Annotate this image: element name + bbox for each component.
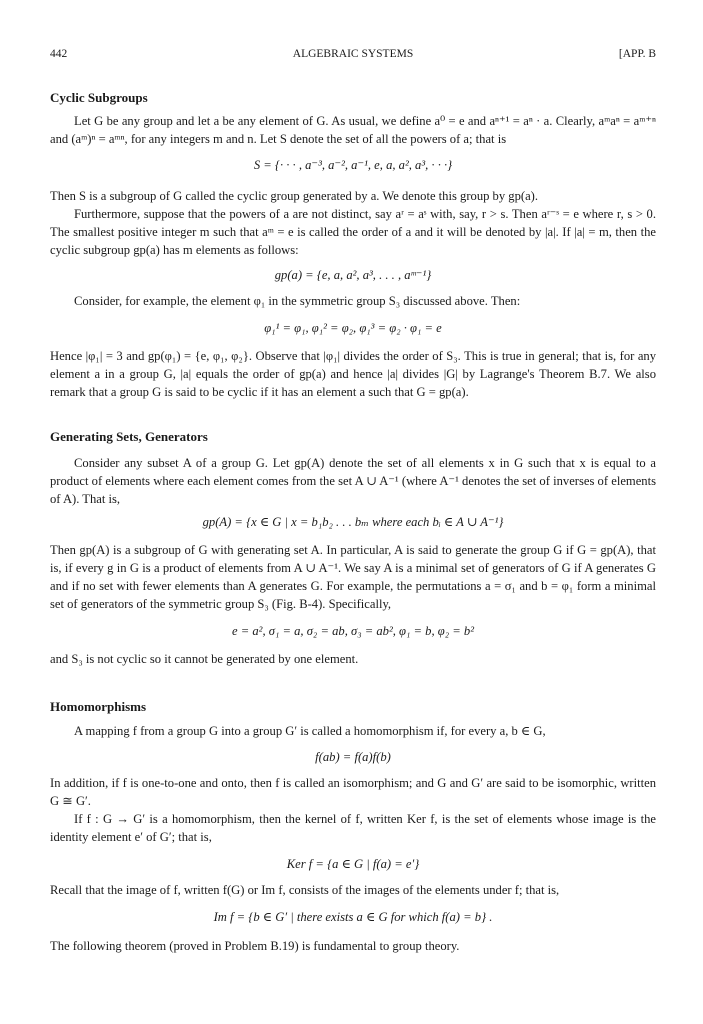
running-title: ALGEBRAIC SYSTEMS [292,48,414,60]
heading-cyclic-subgroups: Cyclic Subgroups [50,90,148,105]
equation: S = {· · · , a⁻³, a⁻², a⁻¹, e, a, a², a³, · · ·} [253,158,453,172]
paragraph: Then S is a subgroup of G called the cyclic group generated by a. We denote this group by gp(a). [50,189,539,203]
paragraph: Consider any subset A of a group G. Let gp(A) denote the set of all elements x in G such that x is equal to a product of elements where each element comes from the set A ∪ A⁻¹ (where A⁻¹ denotes the set of inverses of elements of A). That is, [50,456,656,506]
equation: f(ab) = f(a)f(b) [315,750,391,764]
page-number: 442 [50,48,68,60]
paragraph: Hence |φ₁| = 3 and gp(φ₁) = {e, φ₁, φ₂}. Observe that |φ₁| divides the order of S₃. This is true in general; that is, for any element a in a group G, |a| equals the order of gp(a) and hence |a| divides |G| by Lagrange's Theorem B.7. We also remark that a group G is said to be cyclic if it has an element a such that G = gp(a). [50,349,656,399]
equation: gp(A) = {x ∈ G | x = b₁b₂ . . . bₘ where each bᵢ ∈ A ∪ A⁻¹} [202,515,504,529]
section-label: [APP. B [618,48,656,60]
paragraph: Let G be any group and let a be any element of G. As usual, we define a⁰ = e and aⁿ⁺¹ = aⁿ · a. Clearly, aᵐaⁿ = aᵐ⁺ⁿ and (aᵐ)ⁿ = aᵐⁿ, for any integers m and n. Let S denote the set of all the powers of a; that is [50,114,656,146]
paragraph: Then gp(A) is a subgroup of G with generating set A. In particular, A is said to generate the group G if G = gp(A), that is, if every g in G is a product of elements from A ∪ A⁻¹. We say A is a minimal set of generators of G if A generates G and if no set with fewer elements than A generates G. For example, the permutations a = σ₁ and b = φ₁ form a minimal set of generators of the symmetric group S₃ (Fig. B-4). Specifically, [50,543,656,611]
paragraph: In addition, if f is one-to-one and onto, then f is called an isomorphism; and G and G′ are said to be isomorphic, written G ≅ G′. [50,776,656,808]
heading-generating-sets: Generating Sets, Generators [50,429,208,444]
paragraph: A mapping f from a group G into a group G′ is called a homomorphism if, for every a, b ∈ G, [74,724,546,738]
equation: φ₁¹ = φ₁, φ₁² = φ₂, φ₁³ = φ₂ · φ₁ = e [264,321,442,335]
equation: e = a², σ₁ = a, σ₂ = ab, σ₃ = ab², φ₁ = b, φ₂ = b² [231,624,474,638]
paragraph: The following theorem (proved in Problem B.19) is fundamental to group theory. [50,939,460,953]
paragraph: and S₃ is not cyclic so it cannot be generated by one element. [50,652,359,666]
paragraph: If f : G → G′ is a homomorphism, then the kernel of f, written Ker f, is the set of elements whose image is the identity element e′ of G′; that is, [50,812,656,844]
equation: Im f = {b ∈ G′ | there exists a ∈ G for which f(a) = b} . [213,910,493,924]
paragraph: Consider, for example, the element φ₁ in the symmetric group S₃ discussed above. Then: [74,294,521,308]
heading-homomorphisms: Homomorphisms [50,699,147,714]
paragraph: Recall that the image of f, written f(G) or Im f, consists of the images of the elements under f; that is, [50,883,560,897]
equation: gp(a) = {e, a, a², a³, . . . , aᵐ⁻¹} [274,268,432,282]
paragraph: Furthermore, suppose that the powers of a are not distinct, say aʳ = aˢ with, say, r > s. Then aʳ⁻ˢ = e where r, s > 0. The smallest positive integer m such that aᵐ = e is called the order of a and it will be denoted by |a|. If |a| = m, then the cyclic subgroup gp(a) has m elements as follows: [50,207,656,257]
equation: Ker f = {a ∈ G | f(a) = e′} [286,857,420,871]
